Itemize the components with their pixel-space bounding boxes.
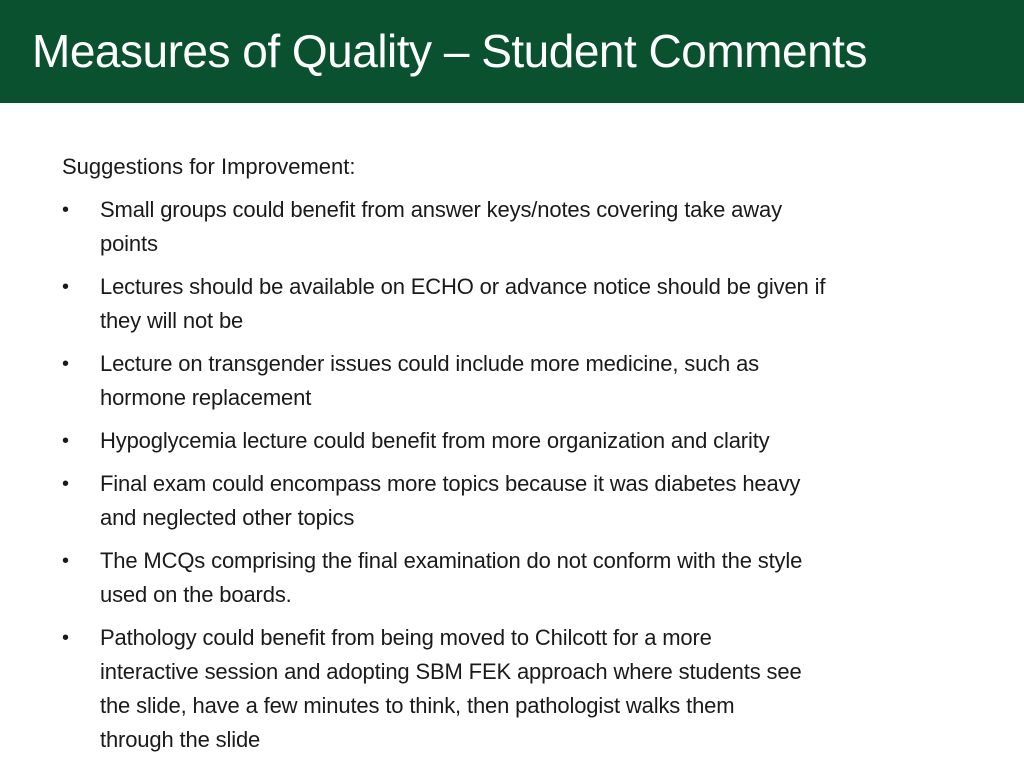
bullet-line: The MCQs comprising the final examination do not conform with the style [100, 548, 803, 573]
bullet-text [100, 467, 970, 535]
bullet-text [100, 270, 970, 338]
bullet-icon: • [62, 550, 70, 572]
bullet-line: hormone replacement [100, 385, 312, 410]
bullet-icon: • [62, 199, 70, 221]
bullet-line: interactive session and adopting SBM FEK approach where students see [100, 659, 802, 684]
bullet-line: they will not be [100, 308, 244, 333]
slide-title: Measures of Quality – Student Comments [32, 25, 867, 77]
bullet-text [100, 544, 970, 612]
bullet-icon: • [62, 430, 70, 452]
bullet-line: through the slide [100, 727, 261, 752]
bullet-line: the slide, have a few minutes to think, then pathologist walks them [100, 693, 735, 718]
bullet-line: Lectures should be available on ECHO or advance notice should be given if [100, 274, 826, 299]
intro-heading: Suggestions for Improvement: [62, 154, 356, 179]
bullet-icon: • [62, 627, 70, 649]
bullet-icon: • [62, 353, 70, 375]
bullet-icon: • [62, 473, 70, 495]
bullet-line: Pathology could benefit from being moved to Chilcott for a more [100, 625, 712, 650]
bullet-line: Hypoglycemia lecture could benefit from more organization and clarity [100, 428, 770, 453]
bullet-line: Final exam could encompass more topics because it was diabetes heavy [100, 471, 801, 496]
bullet-line: Lecture on transgender issues could include more medicine, such as [100, 351, 760, 376]
bullet-icon: • [62, 276, 70, 298]
bullet-text [100, 347, 970, 415]
bullet-line: used on the boards. [100, 582, 292, 607]
bullet-line: Small groups could benefit from answer keys/notes covering take away [100, 197, 782, 222]
bullet-text [100, 424, 970, 458]
bullet-text [100, 193, 970, 261]
bullet-line: points [100, 231, 158, 256]
bullet-text [100, 621, 970, 757]
bullet-line: and neglected other topics [100, 505, 355, 530]
